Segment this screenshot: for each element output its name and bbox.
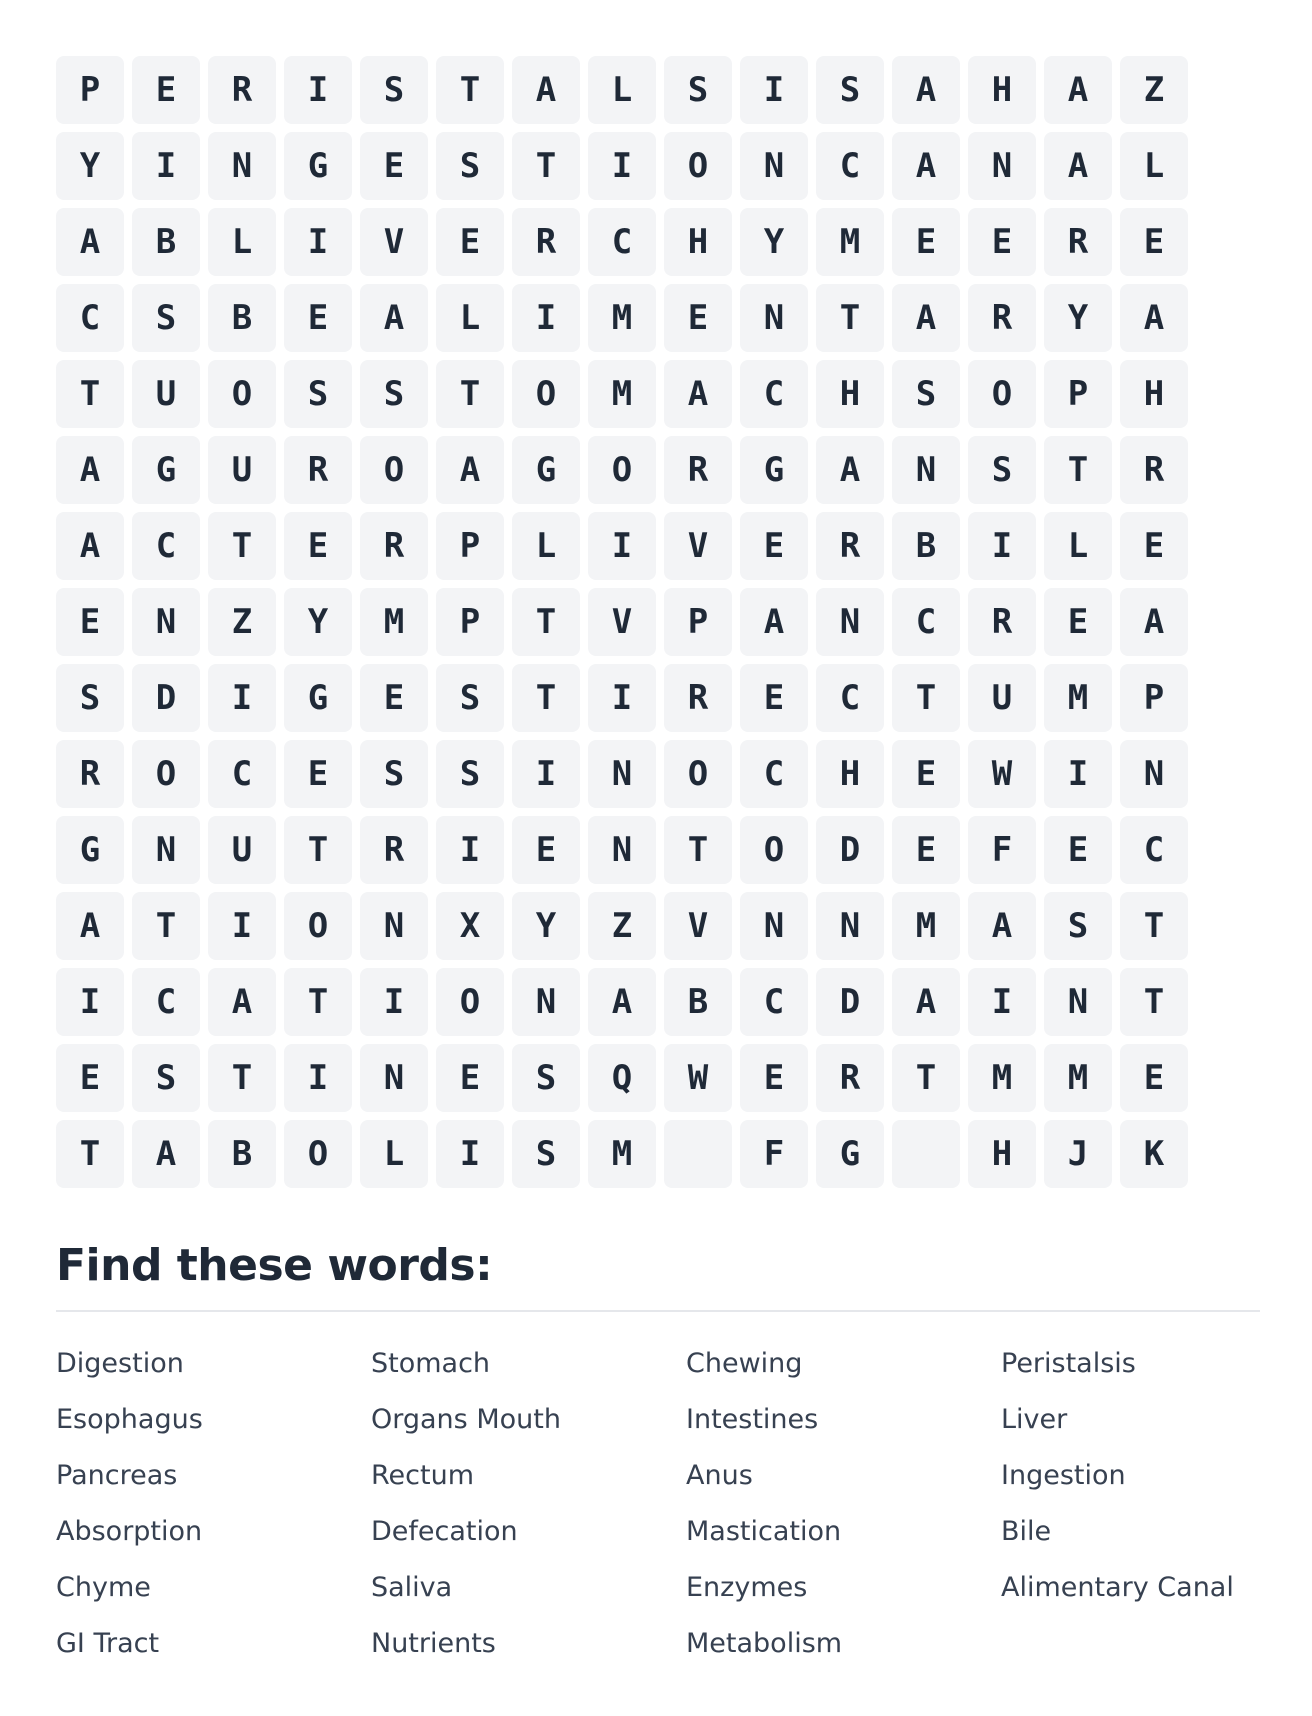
- grid-cell[interactable]: T: [512, 664, 580, 732]
- word-list-item: Liver: [1001, 1404, 1068, 1435]
- grid-cell[interactable]: B: [892, 512, 960, 580]
- grid-cell[interactable]: [664, 1120, 732, 1188]
- grid-cell[interactable]: A: [968, 892, 1036, 960]
- grid-cell[interactable]: C: [1120, 816, 1188, 884]
- grid-cell[interactable]: S: [892, 360, 960, 428]
- grid-cell[interactable]: R: [208, 56, 276, 124]
- grid-cell[interactable]: R: [816, 1044, 884, 1112]
- grid-cell[interactable]: L: [512, 512, 580, 580]
- grid-cell[interactable]: E: [1120, 512, 1188, 580]
- grid-cell[interactable]: E: [892, 740, 960, 808]
- grid-cell[interactable]: P: [436, 588, 504, 656]
- grid-cell[interactable]: R: [1044, 208, 1112, 276]
- grid-cell[interactable]: Y: [1044, 284, 1112, 352]
- grid-cell[interactable]: L: [588, 56, 656, 124]
- grid-cell[interactable]: A: [740, 588, 808, 656]
- grid-cell[interactable]: O: [360, 436, 428, 504]
- grid-cell[interactable]: O: [588, 436, 656, 504]
- grid-cell[interactable]: P: [1120, 664, 1188, 732]
- grid-cell[interactable]: G: [284, 132, 352, 200]
- grid-cell[interactable]: T: [284, 816, 352, 884]
- word-list-item: Rectum: [371, 1460, 475, 1491]
- grid-cell[interactable]: V: [588, 588, 656, 656]
- word-list-item: Ingestion: [1001, 1460, 1126, 1491]
- grid-cell[interactable]: T: [208, 1044, 276, 1112]
- word-list-item: Enzymes: [686, 1572, 808, 1603]
- grid-cell[interactable]: U: [208, 436, 276, 504]
- grid-cell[interactable]: A: [512, 56, 580, 124]
- grid-cell[interactable]: O: [968, 360, 1036, 428]
- grid-cell[interactable]: T: [208, 512, 276, 580]
- grid-cell[interactable]: Z: [588, 892, 656, 960]
- grid-cell[interactable]: R: [968, 284, 1036, 352]
- grid-cell[interactable]: L: [1044, 512, 1112, 580]
- grid-cell[interactable]: I: [436, 816, 504, 884]
- grid-cell[interactable]: A: [892, 132, 960, 200]
- grid-cell[interactable]: T: [56, 1120, 124, 1188]
- grid-cell[interactable]: A: [436, 436, 504, 504]
- grid-cell[interactable]: E: [284, 512, 352, 580]
- grid-cell[interactable]: Z: [208, 588, 276, 656]
- grid-cell[interactable]: N: [1120, 740, 1188, 808]
- grid-cell[interactable]: P: [1044, 360, 1112, 428]
- word-list-item: Bile: [1001, 1516, 1052, 1547]
- word-list-item: Pancreas: [56, 1460, 178, 1491]
- grid-cell[interactable]: G: [56, 816, 124, 884]
- grid-cell[interactable]: M: [1044, 1044, 1112, 1112]
- grid-cell[interactable]: R: [360, 512, 428, 580]
- grid-cell[interactable]: H: [968, 56, 1036, 124]
- grid-cell[interactable]: A: [56, 436, 124, 504]
- grid-cell[interactable]: A: [132, 1120, 200, 1188]
- grid-cell[interactable]: G: [512, 436, 580, 504]
- grid-cell[interactable]: H: [816, 740, 884, 808]
- grid-cell[interactable]: E: [284, 740, 352, 808]
- grid-cell[interactable]: S: [1044, 892, 1112, 960]
- grid-cell[interactable]: P: [56, 56, 124, 124]
- grid-cell[interactable]: A: [360, 284, 428, 352]
- grid-cell[interactable]: T: [1120, 968, 1188, 1036]
- grid-cell[interactable]: D: [816, 816, 884, 884]
- grid-cell[interactable]: S: [284, 360, 352, 428]
- grid-cell[interactable]: E: [740, 512, 808, 580]
- grid-cell[interactable]: Y: [56, 132, 124, 200]
- grid-cell[interactable]: B: [132, 208, 200, 276]
- grid-cell[interactable]: A: [56, 512, 124, 580]
- grid-cell[interactable]: W: [968, 740, 1036, 808]
- grid-cell[interactable]: H: [1120, 360, 1188, 428]
- grid-cell[interactable]: V: [664, 892, 732, 960]
- grid-cell[interactable]: I: [512, 740, 580, 808]
- grid-cell[interactable]: T: [892, 1044, 960, 1112]
- grid-cell[interactable]: I: [132, 132, 200, 200]
- grid-cell[interactable]: H: [968, 1120, 1036, 1188]
- grid-cell[interactable]: R: [56, 740, 124, 808]
- grid-cell[interactable]: N: [512, 968, 580, 1036]
- grid-cell[interactable]: I: [284, 1044, 352, 1112]
- grid-cell[interactable]: E: [284, 284, 352, 352]
- grid-cell[interactable]: I: [588, 132, 656, 200]
- grid-cell[interactable]: [892, 1120, 960, 1188]
- grid-cell[interactable]: A: [208, 968, 276, 1036]
- grid-cell[interactable]: N: [132, 588, 200, 656]
- grid-cell[interactable]: R: [664, 436, 732, 504]
- grid-cell[interactable]: T: [816, 284, 884, 352]
- grid-cell[interactable]: M: [588, 360, 656, 428]
- grid-cell[interactable]: N: [740, 284, 808, 352]
- grid-cell[interactable]: Y: [284, 588, 352, 656]
- grid-cell[interactable]: T: [1120, 892, 1188, 960]
- grid-cell[interactable]: M: [968, 1044, 1036, 1112]
- grid-cell[interactable]: C: [208, 740, 276, 808]
- grid-cell[interactable]: O: [512, 360, 580, 428]
- grid-cell[interactable]: C: [56, 284, 124, 352]
- grid-cell[interactable]: A: [892, 284, 960, 352]
- grid-cell[interactable]: N: [360, 892, 428, 960]
- grid-cell[interactable]: A: [56, 208, 124, 276]
- grid-cell[interactable]: N: [208, 132, 276, 200]
- grid-cell[interactable]: M: [892, 892, 960, 960]
- grid-cell[interactable]: R: [512, 208, 580, 276]
- grid-cell[interactable]: M: [588, 284, 656, 352]
- word-list-item: Intestines: [686, 1404, 819, 1435]
- grid-cell[interactable]: E: [968, 208, 1036, 276]
- grid-cell[interactable]: F: [740, 1120, 808, 1188]
- grid-cell[interactable]: M: [360, 588, 428, 656]
- grid-cell[interactable]: C: [816, 132, 884, 200]
- grid-cell[interactable]: A: [1044, 132, 1112, 200]
- word-list-item: Stomach: [371, 1348, 491, 1379]
- grid-cell[interactable]: A: [816, 436, 884, 504]
- grid-cell[interactable]: M: [1044, 664, 1112, 732]
- grid-cell[interactable]: R: [284, 436, 352, 504]
- word-list-item: Chyme: [56, 1572, 151, 1603]
- grid-cell[interactable]: E: [892, 208, 960, 276]
- grid-cell[interactable]: B: [208, 1120, 276, 1188]
- grid-cell[interactable]: E: [436, 208, 504, 276]
- grid-cell[interactable]: C: [740, 740, 808, 808]
- grid-cell[interactable]: A: [892, 56, 960, 124]
- grid-cell[interactable]: E: [740, 664, 808, 732]
- grid-cell[interactable]: A: [588, 968, 656, 1036]
- word-list-item: Organs Mouth: [371, 1404, 561, 1435]
- grid-cell[interactable]: I: [56, 968, 124, 1036]
- grid-cell[interactable]: D: [816, 968, 884, 1036]
- grid-cell[interactable]: Y: [512, 892, 580, 960]
- grid-cell[interactable]: A: [1120, 284, 1188, 352]
- word-list-heading: Find these words:: [56, 1240, 493, 1291]
- grid-cell[interactable]: U: [968, 664, 1036, 732]
- grid-cell[interactable]: E: [664, 284, 732, 352]
- grid-cell[interactable]: I: [588, 664, 656, 732]
- grid-cell[interactable]: G: [284, 664, 352, 732]
- grid-cell[interactable]: A: [1120, 588, 1188, 656]
- word-list-item: Metabolism: [686, 1628, 843, 1659]
- grid-cell[interactable]: M: [816, 208, 884, 276]
- grid-cell[interactable]: Z: [1120, 56, 1188, 124]
- grid-cell[interactable]: T: [132, 892, 200, 960]
- grid-cell[interactable]: R: [360, 816, 428, 884]
- grid-cell[interactable]: C: [892, 588, 960, 656]
- grid-cell[interactable]: E: [360, 132, 428, 200]
- word-list-item: Mastication: [686, 1516, 842, 1547]
- grid-cell[interactable]: I: [284, 208, 352, 276]
- grid-cell[interactable]: O: [664, 132, 732, 200]
- grid-cell[interactable]: R: [816, 512, 884, 580]
- grid-cell[interactable]: E: [360, 664, 428, 732]
- grid-cell[interactable]: T: [512, 132, 580, 200]
- grid-cell[interactable]: C: [816, 664, 884, 732]
- grid-cell[interactable]: A: [1044, 56, 1112, 124]
- word-list-item: Defecation: [371, 1516, 518, 1547]
- grid-cell[interactable]: S: [664, 56, 732, 124]
- grid-cell[interactable]: J: [1044, 1120, 1112, 1188]
- grid-cell[interactable]: B: [664, 968, 732, 1036]
- grid-cell[interactable]: S: [436, 132, 504, 200]
- grid-cell[interactable]: S: [968, 436, 1036, 504]
- grid-cell[interactable]: O: [208, 360, 276, 428]
- grid-cell[interactable]: I: [588, 512, 656, 580]
- grid-cell[interactable]: N: [132, 816, 200, 884]
- grid-cell[interactable]: I: [968, 968, 1036, 1036]
- grid-cell[interactable]: E: [1120, 1044, 1188, 1112]
- grid-cell[interactable]: A: [892, 968, 960, 1036]
- grid-cell[interactable]: N: [816, 892, 884, 960]
- grid-cell[interactable]: T: [1044, 436, 1112, 504]
- grid-cell[interactable]: N: [740, 132, 808, 200]
- grid-cell[interactable]: I: [1044, 740, 1112, 808]
- grid-cell[interactable]: I: [284, 56, 352, 124]
- grid-cell[interactable]: T: [56, 360, 124, 428]
- grid-cell[interactable]: N: [588, 740, 656, 808]
- letter-grid: [56, 56, 1260, 1188]
- grid-cell[interactable]: I: [360, 968, 428, 1036]
- grid-cell[interactable]: L: [1120, 132, 1188, 200]
- grid-cell[interactable]: N: [1044, 968, 1112, 1036]
- word-list-item: Digestion: [56, 1348, 184, 1379]
- grid-cell[interactable]: G: [816, 1120, 884, 1188]
- grid-cell[interactable]: O: [436, 968, 504, 1036]
- grid-cell[interactable]: S: [360, 56, 428, 124]
- grid-cell[interactable]: V: [664, 512, 732, 580]
- grid-cell[interactable]: R: [1120, 436, 1188, 504]
- grid-cell[interactable]: O: [284, 892, 352, 960]
- grid-cell[interactable]: S: [360, 740, 428, 808]
- grid-cell[interactable]: T: [512, 588, 580, 656]
- grid-cell[interactable]: O: [284, 1120, 352, 1188]
- grid-cell[interactable]: M: [588, 1120, 656, 1188]
- grid-cell[interactable]: E: [56, 1044, 124, 1112]
- grid-cell[interactable]: S: [56, 664, 124, 732]
- grid-cell[interactable]: I: [208, 892, 276, 960]
- grid-cell[interactable]: G: [740, 436, 808, 504]
- grid-cell[interactable]: U: [208, 816, 276, 884]
- grid-cell[interactable]: S: [512, 1044, 580, 1112]
- grid-cell[interactable]: E: [1044, 588, 1112, 656]
- grid-cell[interactable]: E: [512, 816, 580, 884]
- grid-cell[interactable]: T: [436, 56, 504, 124]
- grid-cell[interactable]: P: [664, 588, 732, 656]
- grid-cell[interactable]: O: [664, 740, 732, 808]
- grid-cell[interactable]: W: [664, 1044, 732, 1112]
- word-list-item: Anus: [686, 1460, 753, 1491]
- grid-cell[interactable]: T: [436, 360, 504, 428]
- grid-cell[interactable]: H: [816, 360, 884, 428]
- word-list-item: Alimentary Canal: [1001, 1572, 1234, 1603]
- grid-cell[interactable]: N: [740, 892, 808, 960]
- grid-cell[interactable]: R: [968, 588, 1036, 656]
- word-list-item: Absorption: [56, 1516, 203, 1547]
- word-list-item: GI Tract: [56, 1628, 160, 1659]
- grid-cell[interactable]: T: [284, 968, 352, 1036]
- grid-cell[interactable]: N: [892, 436, 960, 504]
- grid-cell[interactable]: S: [816, 56, 884, 124]
- grid-cell[interactable]: C: [740, 968, 808, 1036]
- grid-cell[interactable]: S: [360, 360, 428, 428]
- grid-cell[interactable]: S: [436, 664, 504, 732]
- grid-cell[interactable]: L: [360, 1120, 428, 1188]
- grid-cell[interactable]: Q: [588, 1044, 656, 1112]
- grid-cell[interactable]: S: [132, 284, 200, 352]
- grid-cell[interactable]: I: [740, 56, 808, 124]
- grid-cell[interactable]: D: [132, 664, 200, 732]
- grid-cell[interactable]: B: [208, 284, 276, 352]
- grid-cell[interactable]: E: [1044, 816, 1112, 884]
- grid-cell[interactable]: I: [968, 512, 1036, 580]
- grid-cell[interactable]: G: [132, 436, 200, 504]
- grid-cell[interactable]: Y: [740, 208, 808, 276]
- grid-cell[interactable]: L: [436, 284, 504, 352]
- grid-cell[interactable]: E: [56, 588, 124, 656]
- grid-cell[interactable]: T: [664, 816, 732, 884]
- grid-cell[interactable]: E: [132, 56, 200, 124]
- word-list-item: Chewing: [686, 1348, 803, 1379]
- divider: [56, 1310, 1260, 1312]
- grid-cell[interactable]: F: [968, 816, 1036, 884]
- grid-cell[interactable]: E: [740, 1044, 808, 1112]
- grid-cell[interactable]: V: [360, 208, 428, 276]
- grid-cell[interactable]: C: [740, 360, 808, 428]
- word-list-item: Nutrients: [371, 1628, 496, 1659]
- grid-cell[interactable]: C: [132, 968, 200, 1036]
- grid-cell[interactable]: A: [664, 360, 732, 428]
- grid-cell[interactable]: E: [1120, 208, 1188, 276]
- grid-cell[interactable]: K: [1120, 1120, 1188, 1188]
- grid-cell[interactable]: C: [588, 208, 656, 276]
- grid-cell[interactable]: R: [664, 664, 732, 732]
- word-list: [56, 1336, 1286, 1672]
- grid-cell[interactable]: E: [892, 816, 960, 884]
- grid-cell[interactable]: S: [512, 1120, 580, 1188]
- grid-cell[interactable]: X: [436, 892, 504, 960]
- grid-cell[interactable]: T: [892, 664, 960, 732]
- grid-cell[interactable]: I: [208, 664, 276, 732]
- grid-cell[interactable]: I: [512, 284, 580, 352]
- grid-cell[interactable]: A: [56, 892, 124, 960]
- grid-cell[interactable]: N: [360, 1044, 428, 1112]
- grid-cell[interactable]: I: [436, 1120, 504, 1188]
- grid-cell[interactable]: L: [208, 208, 276, 276]
- grid-cell[interactable]: N: [816, 588, 884, 656]
- word-list-item: Saliva: [371, 1572, 453, 1603]
- grid-cell[interactable]: H: [664, 208, 732, 276]
- grid-cell[interactable]: P: [436, 512, 504, 580]
- grid-cell[interactable]: O: [132, 740, 200, 808]
- grid-cell[interactable]: U: [132, 360, 200, 428]
- grid-cell[interactable]: N: [968, 132, 1036, 200]
- grid-cell[interactable]: C: [132, 512, 200, 580]
- grid-cell[interactable]: S: [132, 1044, 200, 1112]
- grid-cell[interactable]: E: [436, 1044, 504, 1112]
- grid-cell[interactable]: S: [436, 740, 504, 808]
- grid-cell[interactable]: N: [588, 816, 656, 884]
- grid-cell[interactable]: O: [740, 816, 808, 884]
- word-list-item: Peristalsis: [1001, 1348, 1136, 1379]
- word-list-item: Esophagus: [56, 1404, 203, 1435]
